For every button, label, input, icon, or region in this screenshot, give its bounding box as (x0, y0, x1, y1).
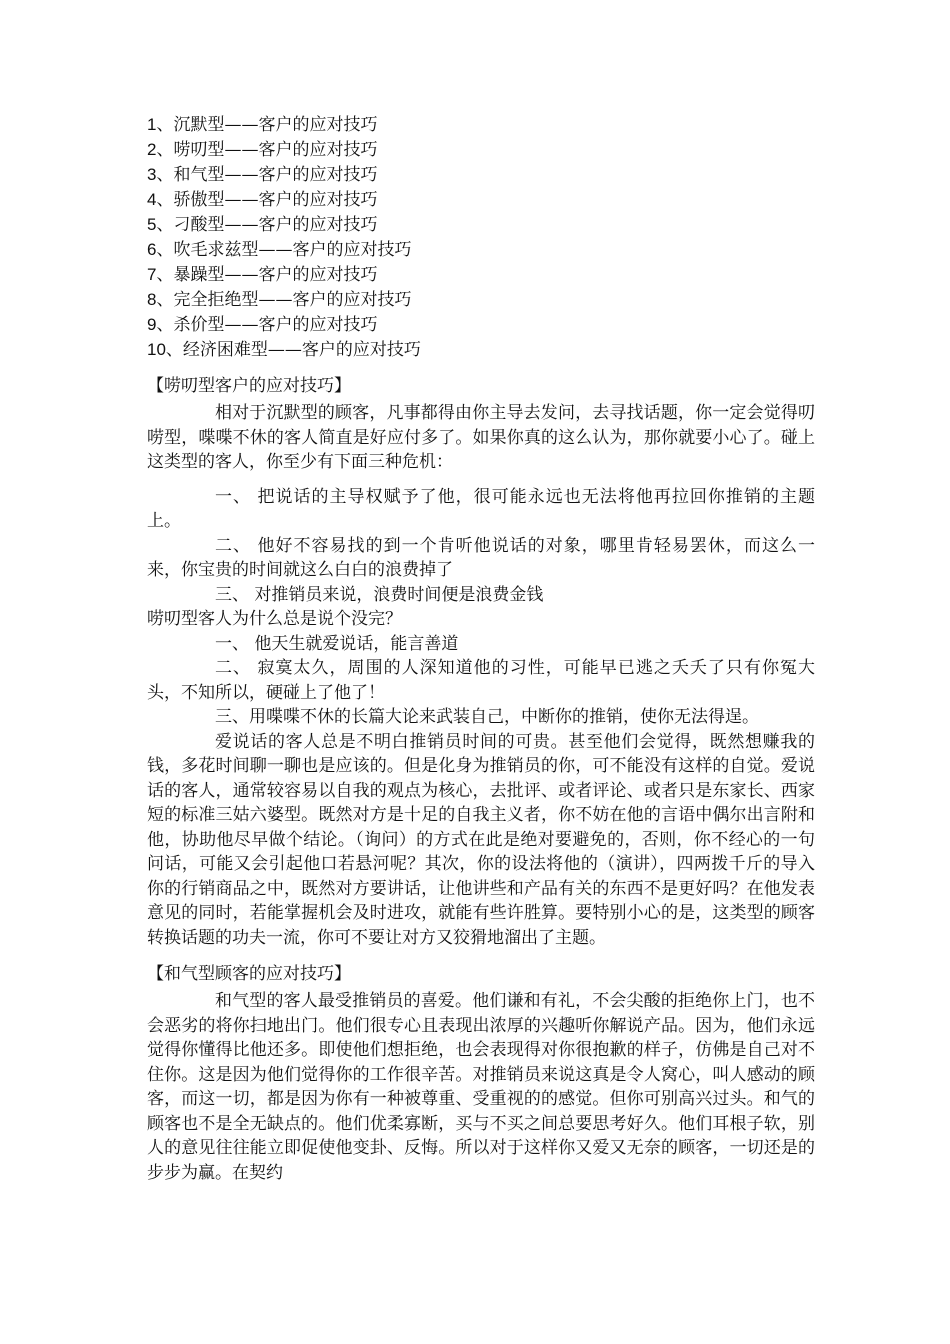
document-page (147, 112, 815, 1185)
paragraph-reason-3: 三、用喋喋不休的长篇大论来武装自己，中断你的推销，使你无法得逞。 (215, 707, 759, 727)
toc-item: 3、和气型——客户的应对技巧 (147, 165, 378, 185)
toc-item: 8、完全拒绝型——客户的应对技巧 (147, 290, 412, 310)
paragraph-intro: 相对于沉默型的顾客，凡事都得由你主导去发问，去寻找话题，你一定会觉得叨唠型，喋喋不休的客人简直是好应付多了。如果你真的这么认为，那你就要小心了。碰上这类型的客人，你至少有下面三种危机： (147, 403, 815, 472)
paragraph-danger-2: 二、 他好不容易找的到一个肯听他说话的对象，哪里肯轻易罢休，而这么一来，你宝贵的时间就这么白白的浪费掉了 (147, 535, 815, 580)
paragraph-reason-2: 二、 寂寞太久，周围的人深知道他的习性，可能早已逃之夭夭了只有你冤大头，不知所以，硬碰上了他了！ (147, 658, 815, 703)
toc-item: 6、吹毛求兹型——客户的应对技巧 (147, 240, 412, 260)
section-heading-talkative: 【唠叨型客户的应对技巧】 (147, 376, 351, 396)
paragraph-danger-1: 一、 把说话的主导权赋予了他，很可能永远也无法将他再拉回你推销的主题上。 (147, 486, 815, 531)
section-heading-amiable: 【和气型顾客的应对技巧】 (147, 964, 351, 984)
paragraph-body-amiable: 和气型的客人最受推销员的喜爱。他们谦和有礼，不会尖酸的拒绝你上门，也不会恶劣的将你扫地出门。他们很专心且表现出浓厚的兴趣听你解说产品。因为，他们永远觉得你懂得比他还多。即使他们想拒绝，也会表现得对你很抱歉的样子，仿佛是自己对不住你。这是因为他们觉得你的工作很辛苦。对推销员来说这真是令人窝心，叫人感动的顾客，而这一切，都是因为你有一种被尊重、受重视的的感觉。但你可别高兴过头。和气的顾客也不是全无缺点的。他们优柔寡断，买与不买之间总要思考好久。他们耳根子软，别人的意见往往能立即促使他变卦、反悔。所以对于这样你又爱又无奈的顾客，一切还是的步步为赢。在契约 (147, 991, 815, 1183)
toc-item: 5、刁酸型——客户的应对技巧 (147, 215, 378, 235)
paragraph-body-talkative: 爱说话的客人总是不明白推销员时间的可贵。甚至他们会觉得，既然想赚我的钱，多花时间聊一聊也是应该的。但是化身为推销员的你，可不能没有这样的自觉。爱说话的客人，通常较容易以自我的观点为核心，去批评、或者评论、或者只是东家长、西家短的标准三姑六婆型。既然对方是十足的自我主义者，你不妨在他的言语中偶尔出言附和他，协助他尽早做个结论。（询问）的方式在此是绝对要避免的，否则，你不经心的一句问话，可能又会引起他口若悬河呢？其次，你的设法将他的（演讲），四两拨千斤的导入你的行销商品之中，既然对方要讲话，让他讲些和产品有关的东西不是更好吗？在他发表意见的同时，若能掌握机会及时进攻，就能有些许胜算。要特别小心的是，这类型的顾客转换话题的功夫一流，你可不要让对方又狡猾地溜出了主题。 (147, 731, 815, 948)
paragraph-why-title: 唠叨型客人为什么总是说个没完？ (147, 609, 402, 629)
paragraph-danger-3: 三、 对推销员来说，浪费时间便是浪费金钱 (215, 584, 544, 605)
toc-item: 7、暴躁型——客户的应对技巧 (147, 265, 378, 285)
paragraph-reason-1: 一、 他天生就爱说话，能言善道 (215, 633, 459, 654)
toc-item: 1、沉默型——客户的应对技巧 (147, 115, 378, 135)
toc-item: 10、经济困难型——客户的应对技巧 (147, 340, 421, 360)
toc-list (147, 112, 815, 362)
toc-item: 2、唠叨型——客户的应对技巧 (147, 140, 378, 160)
toc-item: 9、杀价型——客户的应对技巧 (147, 315, 378, 335)
toc-item: 4、骄傲型——客户的应对技巧 (147, 190, 378, 210)
